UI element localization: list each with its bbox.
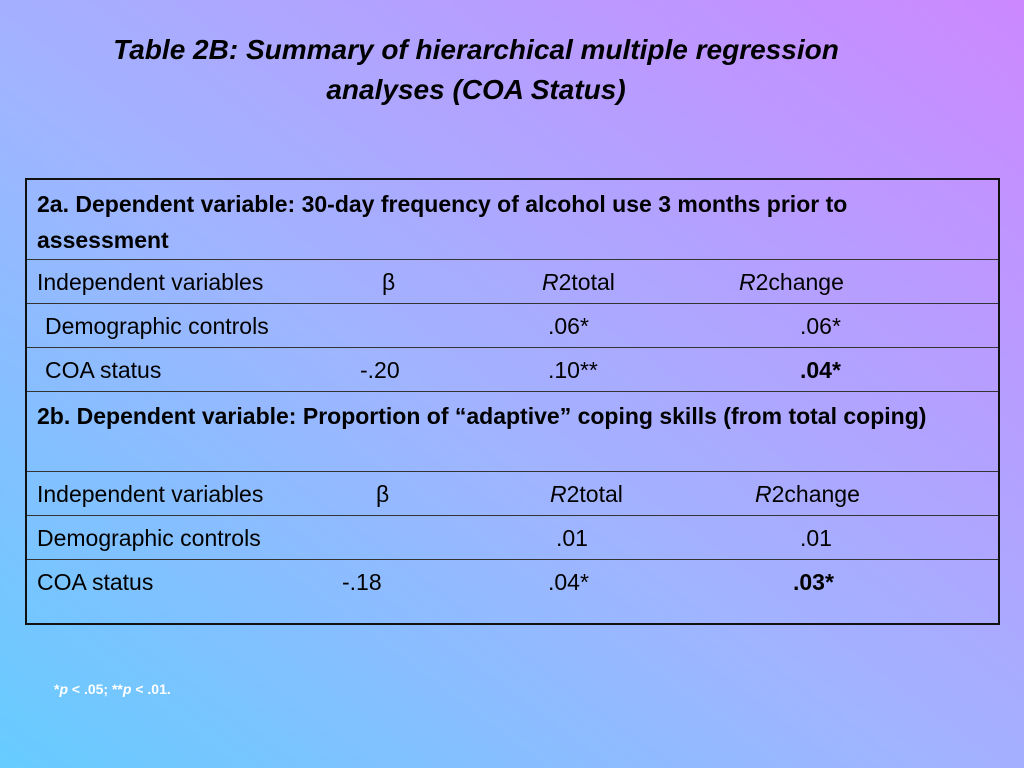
table-row: [27, 304, 998, 348]
r2-change-value: .06*: [800, 313, 841, 339]
section-a-header-row: [27, 180, 998, 260]
col-r2-total: R2total: [542, 269, 615, 295]
r2-total-value: .06*: [548, 313, 589, 339]
r2-change-value: .03*: [793, 569, 834, 595]
section-b-header: 2b. Dependent variable: Proportion of “adaptive” coping skills (from total coping): [37, 403, 927, 429]
r2-total-value: .10**: [548, 357, 598, 383]
section-b-column-header-row: [27, 472, 998, 516]
r2-total-value: .01: [556, 525, 588, 551]
col-beta: β: [382, 269, 396, 295]
row-label: Demographic controls: [37, 525, 261, 551]
title-line-1: Table 2B: Summary of hierarchical multiple regression: [113, 34, 839, 65]
section-b-header-row: [27, 392, 998, 472]
section-a-header: 2a. Dependent variable: 30-day frequency of alcohol use 3 months prior to assessment: [37, 191, 848, 253]
significance-footnote: *p < .05; **p < .01.: [54, 681, 171, 697]
table-row: [27, 516, 998, 560]
table-row: [27, 348, 998, 392]
regression-table: [25, 178, 1000, 625]
col-independent-variables: Independent variables: [37, 481, 264, 507]
title-line-2: analyses (COA Status): [326, 74, 626, 105]
beta-value: -.20: [360, 357, 400, 383]
col-r2-change: R2change: [755, 481, 860, 507]
row-label: COA status: [45, 357, 162, 383]
r2-total-value: .04*: [548, 569, 589, 595]
section-a-column-header-row: [27, 260, 998, 304]
col-independent-variables: Independent variables: [37, 269, 264, 295]
table-row: [27, 560, 998, 623]
beta-value: -.18: [342, 569, 382, 595]
col-r2-total: R2total: [550, 481, 623, 507]
r2-change-value: .04*: [800, 357, 841, 383]
slide-title: [0, 30, 952, 110]
row-label: Demographic controls: [45, 313, 269, 339]
col-beta: β: [376, 481, 390, 507]
col-r2-change: R2change: [739, 269, 844, 295]
r2-change-value: .01: [800, 525, 832, 551]
row-label: COA status: [37, 569, 154, 595]
